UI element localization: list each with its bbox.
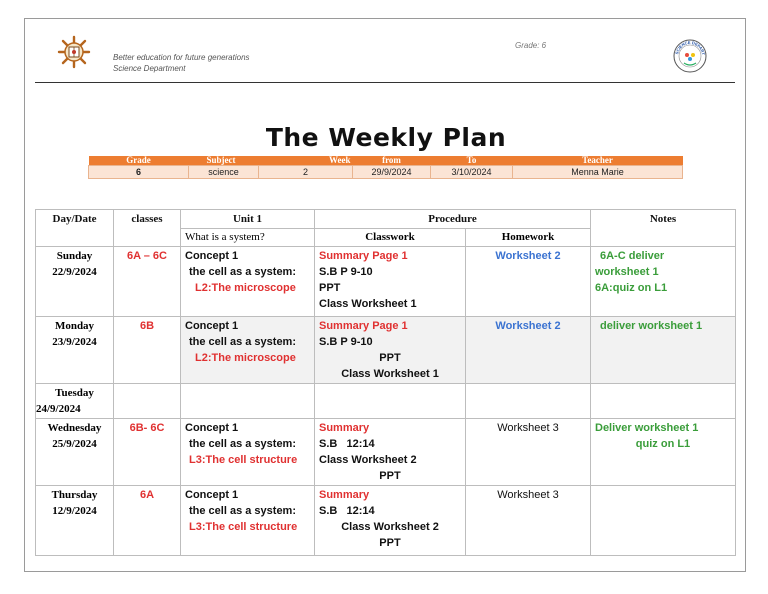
document-page [24, 18, 746, 572]
classwork-line: Summary Page 1 [319, 250, 408, 262]
homework-cell: Worksheet 2 [466, 317, 591, 384]
classwork-line: Class Worksheet 1 [319, 298, 417, 310]
homework-cell: Worksheet 3 [466, 419, 591, 486]
classwork-line: PPT [379, 537, 401, 549]
header-classes: classes [114, 210, 181, 247]
classes-cell [114, 384, 181, 419]
info-header-row [89, 156, 683, 166]
classwork-cell [315, 384, 466, 419]
unit-cell [181, 486, 315, 556]
day-date-cell [36, 317, 114, 384]
unit-cell [181, 317, 315, 384]
notes-cell [591, 486, 736, 556]
info-header-teacher: Teacher [513, 156, 683, 166]
classwork-line: Summary [319, 489, 370, 501]
motto-line-2: Science Department [113, 64, 186, 73]
classwork-line: S.B 12:14 [319, 505, 375, 517]
classwork-cell [315, 486, 466, 556]
classes-cell: 6A [114, 486, 181, 556]
header-notes: Notes [591, 210, 736, 247]
header-day-date: Day/Date [36, 210, 114, 247]
info-header-subject: Subject [189, 156, 259, 166]
weekly-plan-table [35, 209, 736, 556]
plan-row-wednesday [36, 419, 736, 486]
notes-line: worksheet 1 [595, 266, 659, 278]
notes-line: deliver worksheet 1 [600, 320, 703, 332]
science-department-seal-icon [673, 39, 707, 73]
classwork-line: PPT [379, 470, 401, 482]
classwork-line: Class Worksheet 2 [341, 521, 439, 533]
classes-cell: 6B [114, 317, 181, 384]
svg-text:SCIENCE DEPARTMENT: SCIENCE DEPART [674, 39, 706, 56]
day-name: Monday [54, 320, 95, 332]
unit-lesson: L2:The microscope [195, 352, 296, 364]
day-date: 12/9/2024 [52, 505, 97, 517]
plan-row-monday [36, 317, 736, 384]
plan-row-tuesday [36, 384, 736, 419]
page-title: The Weekly Plan [265, 123, 507, 152]
notes-cell [591, 384, 736, 419]
notes-line: Deliver worksheet 1 [595, 422, 699, 434]
classwork-cell [315, 317, 466, 384]
school-motto [113, 52, 250, 74]
header-unit: Unit 1 [181, 210, 315, 229]
day-name: Thursday [51, 489, 98, 501]
day-date-cell [36, 247, 114, 317]
notes-line: quiz on L1 [635, 438, 691, 450]
notes-cell [591, 419, 736, 486]
classes-cell: 6A – 6C [114, 247, 181, 317]
unit-concept: Concept 1 [185, 422, 239, 434]
classwork-line: Summary [319, 422, 370, 434]
unit-topic: the cell as a system: [189, 266, 297, 278]
notes-line: 6A:quiz on L1 [595, 282, 668, 294]
day-name: Sunday [56, 250, 93, 262]
header-divider [35, 82, 735, 83]
grade-label: Grade: 6 [515, 41, 547, 50]
info-value-subject: science [189, 166, 259, 179]
info-value-week: 2 [259, 166, 353, 179]
day-name: Tuesday [55, 387, 94, 399]
plan-header-row [36, 210, 736, 229]
unit-concept: Concept 1 [185, 489, 239, 501]
homework-cell: Worksheet 2 [466, 247, 591, 317]
info-value-from: 29/9/2024 [353, 166, 431, 179]
classwork-line: S.B P 9-10 [319, 266, 373, 278]
unit-cell [181, 384, 315, 419]
unit-cell [181, 247, 315, 317]
homework-cell: Worksheet 3 [466, 486, 591, 556]
notes-line: 6A-C deliver [600, 250, 665, 262]
info-value-to: 3/10/2024 [431, 166, 513, 179]
info-value-row [89, 166, 683, 179]
homework-cell [466, 384, 591, 419]
unit-concept: Concept 1 [185, 250, 239, 262]
info-header-grade: Grade [89, 156, 189, 166]
unit-topic: the cell as a system: [189, 336, 297, 348]
plan-info-table [88, 156, 683, 179]
day-date: 23/9/2024 [52, 336, 97, 348]
day-date-cell [36, 419, 114, 486]
header-classwork: Classwork [315, 229, 466, 247]
unit-topic: the cell as a system: [189, 505, 297, 517]
day-date: 22/9/2024 [52, 266, 97, 278]
unit-lesson: L3:The cell structure [189, 454, 298, 466]
classwork-line: Summary Page 1 [319, 320, 408, 332]
unit-topic: the cell as a system: [189, 438, 297, 450]
day-name: Wednesday [47, 422, 102, 434]
info-header-to: To [431, 156, 513, 166]
classwork-line: S.B 12:14 [319, 438, 375, 450]
info-header-week: Week [259, 156, 353, 166]
classwork-line: Class Worksheet 2 [319, 454, 417, 466]
classwork-line: S.B P 9-10 [319, 336, 373, 348]
day-date: 25/9/2024 [52, 438, 97, 450]
classwork-line: PPT [319, 282, 341, 294]
info-header-from: from [353, 156, 431, 166]
header-homework: Homework [466, 229, 591, 247]
school-emblem-icon [57, 35, 91, 69]
classwork-line: PPT [379, 352, 401, 364]
classwork-line: Class Worksheet 1 [341, 368, 439, 380]
unit-lesson: L3:The cell structure [189, 521, 298, 533]
day-date-cell [36, 384, 114, 419]
unit-concept: Concept 1 [185, 320, 239, 332]
classes-cell: 6B- 6C [114, 419, 181, 486]
notes-cell [591, 247, 736, 317]
motto-line-1: Better education for future generations [113, 53, 250, 62]
unit-cell [181, 419, 315, 486]
header-unit-question: What is a system? [181, 229, 315, 247]
notes-cell [591, 317, 736, 384]
day-date-cell [36, 486, 114, 556]
classwork-cell [315, 247, 466, 317]
unit-lesson: L2:The microscope [195, 282, 296, 294]
plan-row-thursday [36, 486, 736, 556]
header-procedure: Procedure [315, 210, 591, 229]
plan-row-sunday [36, 247, 736, 317]
info-value-teacher: Menna Marie [513, 166, 683, 179]
info-value-grade: 6 [89, 166, 189, 179]
day-date: 24/9/2024 [36, 403, 81, 415]
classwork-cell [315, 419, 466, 486]
